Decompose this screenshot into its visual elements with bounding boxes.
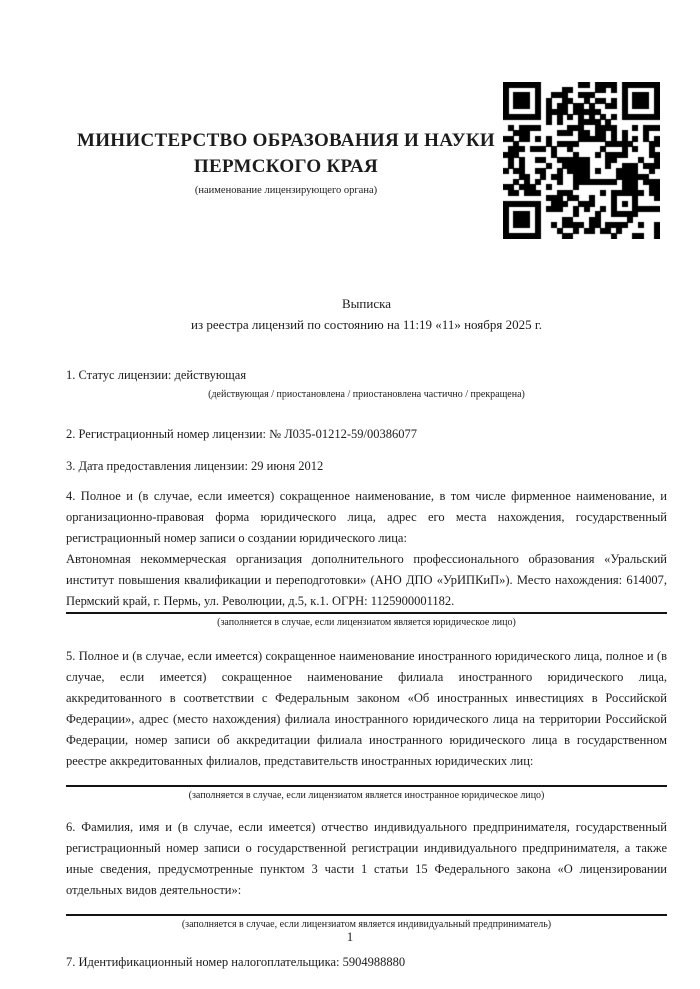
license-status-text: 1. Статус лицензии: действующая — [66, 368, 247, 382]
field-license-status — [66, 365, 667, 401]
individual-entrepreneur-caption: (заполняется в случае, если лицензиатом является индивидуальный предприниматель) — [181, 919, 552, 930]
field-registration-number — [66, 424, 667, 445]
legal-entity-description: 4. Полное и (в случае, если имеется) сокращенное наименование, в том числе фирменное наименование, и организационно-правовая форма юридического лица, адрес его места нахождения, государственный регистрационный номер записи о создании юридического лица: — [66, 489, 667, 545]
field-taxpayer-number — [66, 952, 667, 973]
document-title-line2: из реестра лицензий по состоянию на 11:19 «11» ноября 2025 г. — [191, 317, 542, 332]
foreign-entity-fill-line — [66, 772, 667, 787]
authority-name-line1: МИНИСТЕРСТВО ОБРАЗОВАНИЯ И НАУКИ — [76, 130, 496, 151]
legal-entity-value: Автономная некоммерческая организация дополнительного профессионального образования «Уральский институт повышения квалификации и переподготовки» (АНО ДПО «УрИПКиП»). Место нахождения: 614007, Пермский край, г. Пермь, ул. Революции, д.5, к.1. ОГРН: 1125900001182. — [66, 552, 667, 608]
authority-caption: (наименование лицензирующего органа) — [194, 185, 378, 196]
taxpayer-number-text: 7. Идентификационный номер налогоплательщика: 5904988880 — [66, 955, 406, 969]
page-content — [66, 0, 667, 973]
document-title — [66, 293, 667, 335]
grant-date-text: 3. Дата предоставления лицензии: 29 июня 2012 — [66, 459, 324, 473]
page-number: 1 — [346, 930, 354, 944]
registration-number-text: 2. Регистрационный номер лицензии: № Л035-01212-59/00386077 — [66, 427, 417, 441]
individual-entrepreneur-description: 6. Фамилия, имя и (в случае, если имеется) отчество индивидуального предпринимателя, государственный регистрационный номер записи о государственной регистрации индивидуального предпринимателя, а также иные сведения, предусмотренные пунктом 3 части 1 статьи 15 Федерального закона «О лицензировании отдельных видов деятельности»: — [66, 820, 667, 897]
foreign-entity-description: 5. Полное и (в случае, если имеется) сокращенное наименование иностранного юридического лица, полное и (в случае, если имеется) сокращенное наименование филиала иностранного юридического лица, аккредитованного в соответствии с Федеральным законом «Об иностранных инвестициях в Российской Федерации», адрес (место нахождения) филиала иностранного юридического лица на территории Российской Федерации, номер записи об аккредитации филиала иностранного юридического лица в государственном реестре аккредитованных филиалов, представительств иностранных юридических лиц: — [66, 649, 667, 768]
authority-name-line2: ПЕРМСКОГО КРАЯ — [193, 156, 379, 177]
legal-entity-caption: (заполняется в случае, если лицензиатом является юридическое лицо) — [217, 617, 516, 628]
field-individual-entrepreneur — [66, 817, 667, 931]
field-foreign-entity — [66, 646, 667, 802]
field-grant-date — [66, 456, 667, 477]
individual-entrepreneur-fill-line — [66, 901, 667, 916]
document-title-line1: Выписка — [342, 296, 391, 311]
legal-entity-fill-line — [66, 549, 667, 614]
foreign-entity-caption: (заполняется в случае, если лицензиатом является иностранное юридическое лицо) — [188, 790, 545, 801]
licensing-authority-header — [66, 128, 506, 196]
license-status-caption: (действующая / приостановлена / приостановлена частично / прекращена) — [208, 389, 525, 400]
field-legal-entity — [66, 486, 667, 629]
